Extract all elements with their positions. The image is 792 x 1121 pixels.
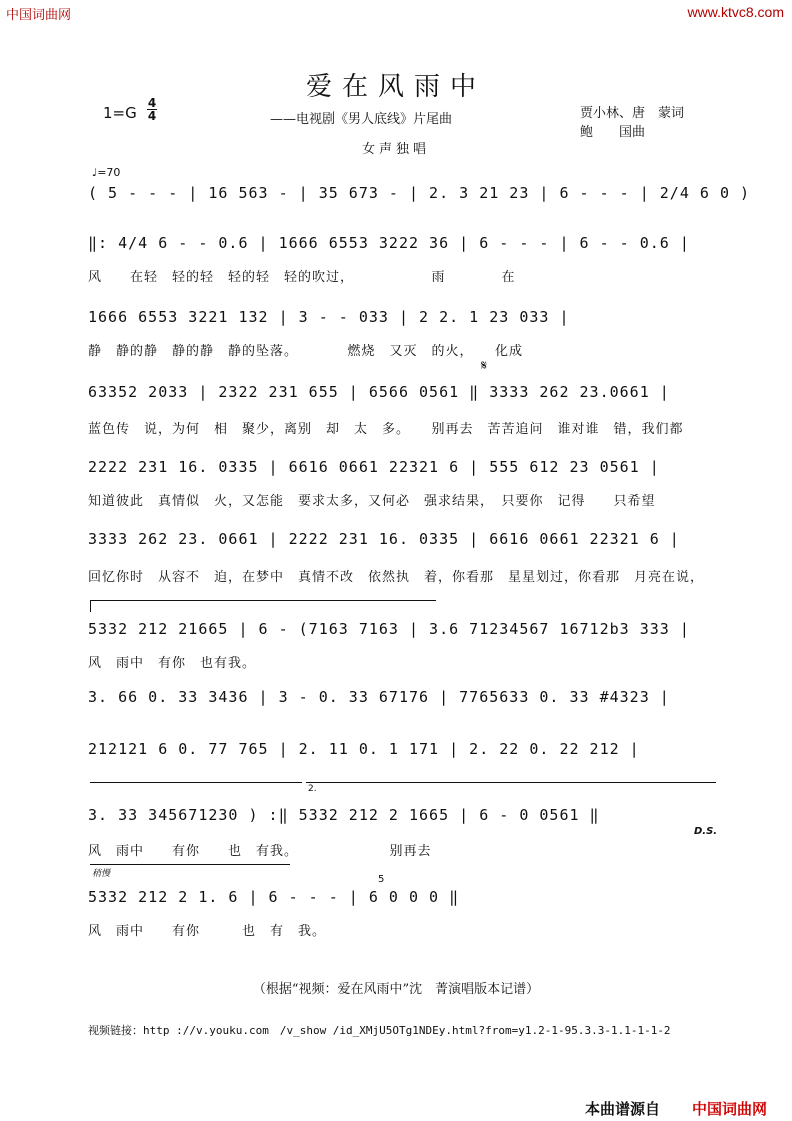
watermark-right: www.ktvc8.com bbox=[687, 4, 784, 20]
notation-line-11: 5332 212 2 1. 6 | 6 - - - | 6 0 0 0 ‖ bbox=[88, 888, 460, 906]
volta-2-label: 2. bbox=[308, 784, 317, 794]
lyric-line-6: 回忆你时 从容不 迫，在梦中 真情不改 依然执 着，你看那 星星划过，你看那 月亮在说， bbox=[88, 570, 705, 585]
notation-line-10: 3. 33 345671230 ) :‖ 5332 212 2 1665 | 6 - 0 0561 ‖ bbox=[88, 806, 600, 824]
notation-line-2: ‖: 4/4 6 - - 0.6 | 1666 6553 3222 36 | 6 - - - | 6 - - 0.6 | bbox=[88, 234, 690, 252]
fermata-number: 5 bbox=[378, 874, 385, 885]
lyric-line-10: 风 雨中 有你 也 有我。 别再去 bbox=[88, 844, 432, 859]
notation-line-3: 1666 6553 3221 132 | 3 - - 033 | 2 2. 1 23 033 | bbox=[88, 308, 570, 326]
composer: 鲍 国曲 bbox=[580, 125, 646, 140]
subtitle: ——电视剧《男人底线》片尾曲 bbox=[270, 112, 453, 127]
lyric-line-2: 风 在轻 轻的轻 轻的轻 轻的吹过， 雨 在 bbox=[88, 270, 516, 285]
key-signature: 1=G bbox=[103, 104, 137, 122]
source-note: （根据“视频：爱在风雨中”沈 菁演唱版本记谱） bbox=[252, 982, 540, 997]
video-link[interactable]: 视频链接：http ://v.youku.com /v_show /id_XMjU5OTg1NDEy.html?from=y1.2-1-95.3.3-1.1-1-1-2 bbox=[88, 1024, 671, 1037]
song-title: 爱在风雨中 bbox=[305, 72, 486, 102]
notation-line-5: 2222 231 16. 0335 | 6616 0661 22321 6 | 555 612 23 0561 | bbox=[88, 458, 660, 476]
performance-type: 女声独唱 bbox=[361, 142, 430, 157]
notation-line-8: 3. 66 0. 33 3436 | 3 - 0. 33 67176 | 7765633 0. 33 #4323 | bbox=[88, 688, 670, 706]
time-signature-top: 4 bbox=[147, 96, 157, 110]
lyric-line-4: 蓝色传 说，为何 相 聚少，离别 却 太 多。 别再去 苦苦追问 谁对谁 错，我们都 bbox=[88, 422, 684, 437]
notation-line-1: ( 5 - - - | 16 563 - | 35 673 - | 2. 3 21 23 | 6 - - - | 2/4 6 0 ) bbox=[88, 184, 751, 202]
ds-marking: D.S. bbox=[694, 826, 718, 837]
notation-line-7: 5332 212 21665 | 6 - (7163 7163 | 3.6 71234567 16712b3 333 | bbox=[88, 620, 690, 638]
watermark-left: 中国词曲网 bbox=[6, 8, 72, 23]
lyric-line-3: 静 静的静 静的静 静的坠落。 燃烧 又灭 的火， 化成 bbox=[88, 344, 524, 359]
source-label: 本曲谱源自 bbox=[585, 1100, 661, 1118]
lyricist: 贾小林、唐 蒙词 bbox=[580, 106, 685, 121]
notation-line-6: 3333 262 23. 0661 | 2222 231 16. 0335 | 6616 0661 22321 6 | bbox=[88, 530, 680, 548]
segno-sign: 𝄋 bbox=[481, 358, 488, 374]
tempo-marking: ♩=70 bbox=[92, 166, 121, 179]
coda-label: 稍慢 bbox=[92, 869, 111, 879]
notation-line-4: 63352 2033 | 2322 231 655 | 6566 0561 ‖ 3333 262 23.0661 | bbox=[88, 383, 670, 401]
lyric-line-7: 风 雨中 有你 也有我。 bbox=[88, 656, 257, 671]
time-signature bbox=[147, 97, 157, 122]
time-signature-bottom: 4 bbox=[147, 109, 157, 123]
notation-line-9: 212121 6 0. 77 765 | 2. 11 0. 1 171 | 2. 22 0. 22 212 | bbox=[88, 740, 640, 758]
lyric-line-11: 风 雨中 有你 也 有 我。 bbox=[88, 924, 327, 939]
credits bbox=[580, 104, 684, 142]
lyric-line-5: 知道彼此 真情似 火，又怎能 要求太多，又何必 强求结果， 只要你 记得 只希望 bbox=[88, 494, 656, 509]
source-site[interactable]: 中国词曲网 bbox=[692, 1100, 768, 1118]
